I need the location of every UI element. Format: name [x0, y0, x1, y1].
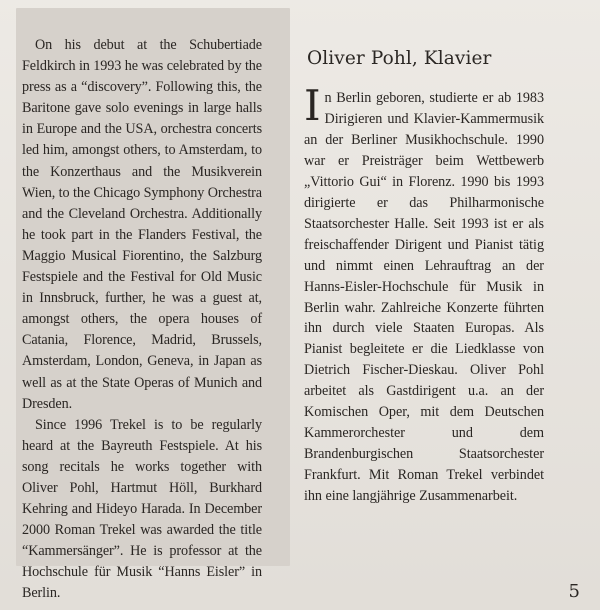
left-column-text — [22, 35, 262, 605]
left-paragraph-2: Since 1996 Trekel is to be regularly heard at the Bayreuth Festspiele. At his song recitals he works together with Oliver Pohl, Hartmut Höll, Burkhard Kehring and Hideyo Harada. In December 2000 Roman Trekel was awarded the title “Kammersänger”. He is professor at the Hochschule für Musik “Hanns Eisler” in Berlin. — [22, 416, 262, 602]
left-paragraph-1: On his debut at the Schubertiade Feldkirch in 1993 he was celebrated by the press as a “discovery”. Following this, the Baritone gave solo evenings in large halls in Europe and the USA, orchestra concerts led him, amongst others, to Amsterdam, to the Konzerthaus and the Musikverein Wien, to the Chicago Symphony Orchestra and the Cleveland Orchestra. Additionally he took part in the Flanders Festival, the Maggio Musical Fiorentino, the Salzburg Festspiele and the Festival for Old Music in Innsbruck, further, he was a guest at, amongst others, the opera houses of Catania, Florence, Madrid, Brussels, Amsterdam, London, Geneva, in Japan as well as at the State Operas of Munich and Dresden. — [22, 37, 262, 412]
right-body-text: n Berlin geboren, studierte er ab 1983 Dirigieren und Klavier-Kammermusik an der Berliner Musikhochschule. 1990 war er Preisträger beim Wettbewerb „Vittorio Gui“ in Florenz. 1990 bis 1993 dirigierte er das Philharmonische Staatsorchester Halle. Seit 1993 ist er als freischaffender Dirigent und Pianist tätig und nimmt einen Lehrauftrag an der Hanns-Eisler-Hochschule für Musik in Berlin wahr. Zahlreiche Konzerte führten ihn durch viele Staaten Europas. Als Pianist begleitete er die Liedklasse von Dietrich Fischer-Dieskau. Oliver Pohl arbeitet als Gastdirigent u.a. an der Komischen Oper, mit dem Deutschen Kammerorchester und dem Brandenburgischen Staatsorchester Frankfurt. Mit Roman Trekel verbindet ihn eine langjährige Zusammenarbeit. — [304, 90, 544, 505]
section-title: Oliver Pohl, Klavier — [307, 48, 492, 69]
dropcap: I — [304, 81, 321, 130]
page-number: 5 — [568, 581, 580, 602]
right-column-text — [304, 81, 544, 507]
